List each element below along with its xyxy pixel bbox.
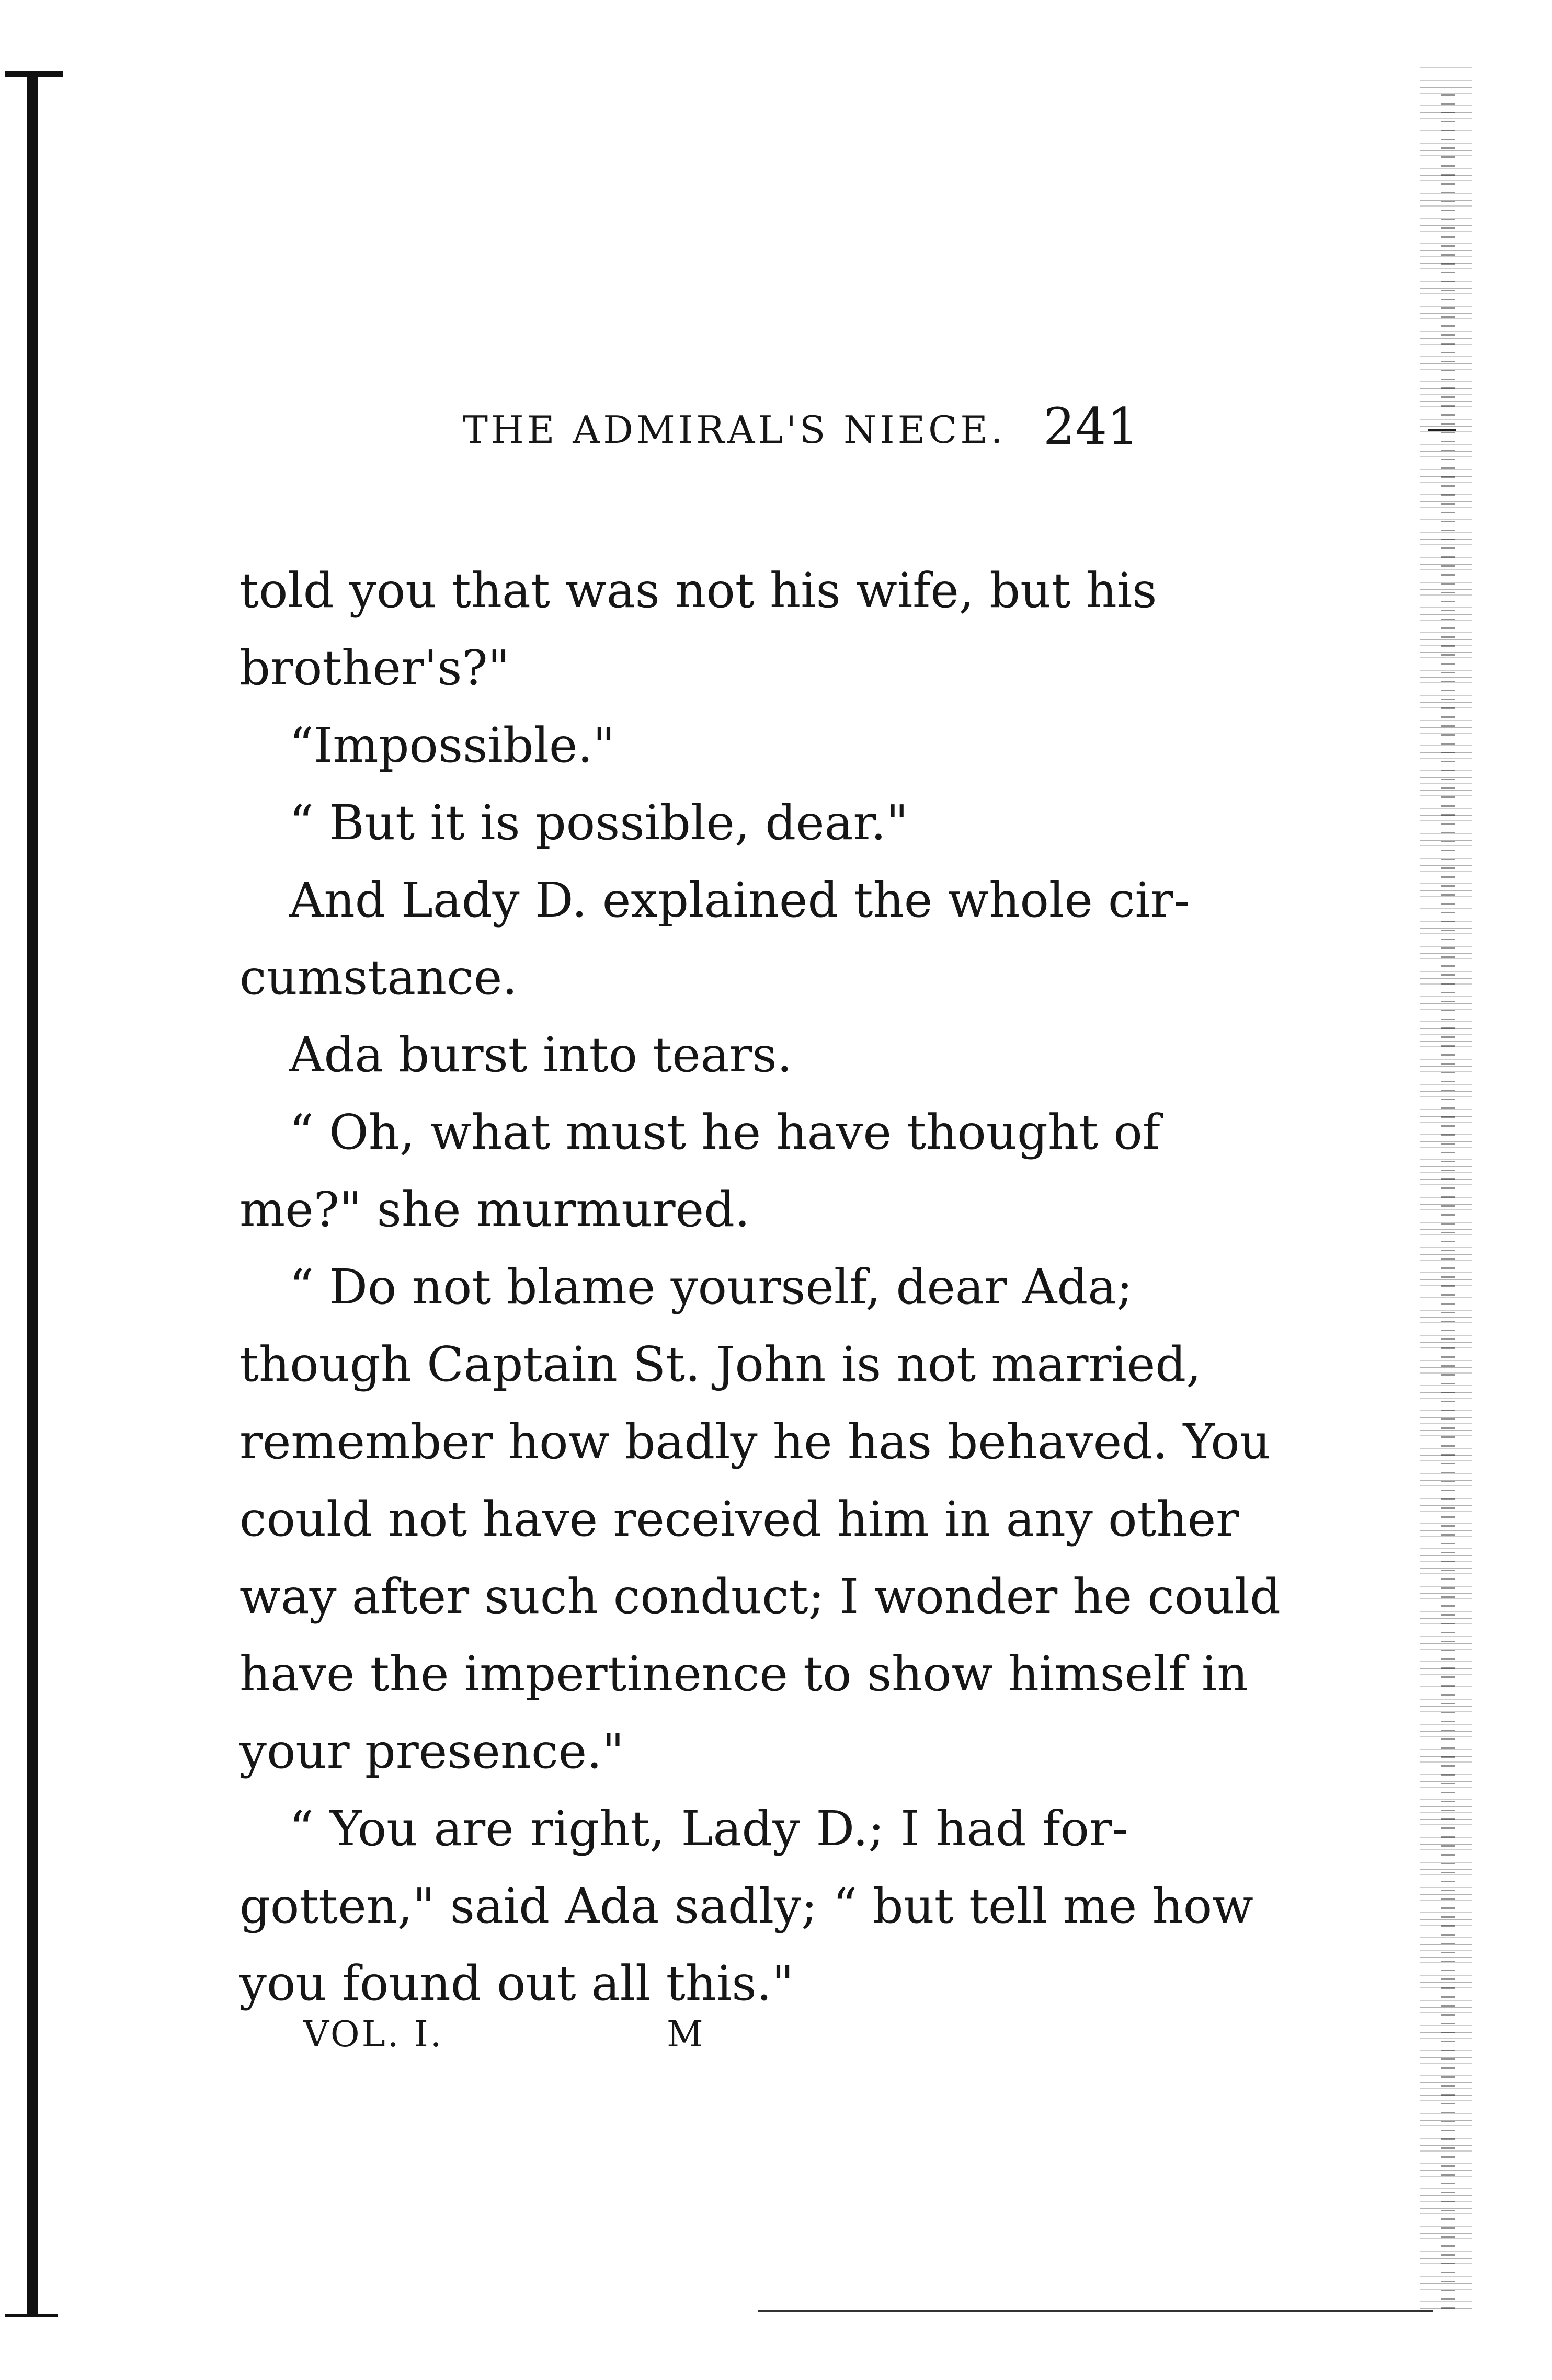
text-line: you found out all this.": [239, 1955, 794, 2011]
text-line: your presence.": [239, 1723, 624, 1779]
text-line: “ Do not blame yourself, dear Ada;: [289, 1259, 1133, 1315]
text-line: “ You are right, Lady D.; I had for-: [289, 1801, 1128, 1857]
text-line: me?" she murmured.: [239, 1182, 750, 1238]
bottom-rule: [758, 2310, 1433, 2312]
text-line: have the impertinence to show himself in: [239, 1646, 1248, 1702]
torn-page-edge-inner: [1441, 94, 1455, 2311]
binding-rule: [27, 73, 38, 2316]
text-line: cumstance.: [239, 949, 518, 1005]
running-head: THE ADMIRAL'S NIECE.: [463, 408, 1006, 452]
text-line: way after such conduct; I wonder he could: [239, 1569, 1281, 1624]
signature-mark: M: [667, 2014, 705, 2055]
body-text: [239, 552, 1281, 2022]
text-line: gotten," said Ada sadly; “ but tell me how: [239, 1878, 1253, 1934]
text-line: though Captain St. John is not married,: [239, 1336, 1202, 1392]
text-line: remember how badly he has behaved. You: [239, 1414, 1271, 1470]
text-line: brother's?": [239, 640, 510, 696]
binding-foot: [5, 2314, 58, 2317]
edge-mark: [1428, 429, 1456, 431]
page-number: 241: [1043, 397, 1139, 456]
text-line: told you that was not his wife, but his: [239, 563, 1157, 619]
volume-signature: VOL. I.: [303, 2014, 444, 2055]
text-line: “ Oh, what must he have thought of: [289, 1104, 1160, 1160]
text-line: “ But it is possible, dear.": [289, 795, 908, 851]
text-line: And Lady D. explained the whole cir-: [289, 872, 1190, 928]
text-line: “Impossible.": [289, 717, 615, 773]
text-line: Ada burst into tears.: [289, 1027, 792, 1083]
text-line: could not have received him in any other: [239, 1491, 1239, 1547]
